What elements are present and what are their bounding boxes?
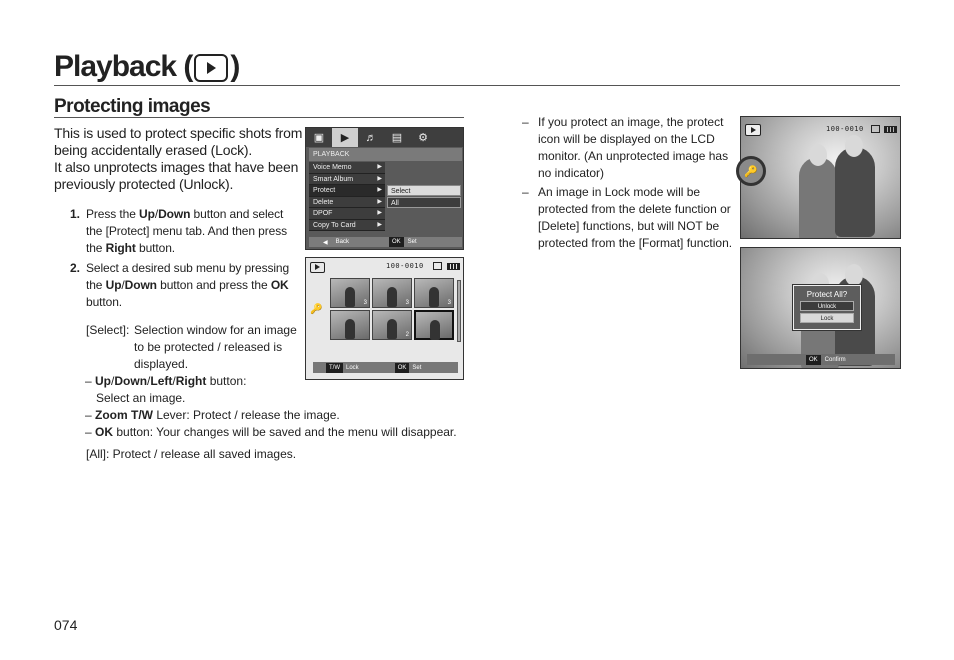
page-title-text: Playback ( (54, 50, 193, 83)
step-text-part: button. (135, 241, 176, 255)
note-text: An image in Lock mode will be protected from the delete function or [Delete] functions, but will NOT be protected from the [Format] function. (538, 185, 733, 250)
ok-key[interactable]: OK (806, 355, 821, 365)
person-silhouette (345, 287, 355, 307)
thumbnail[interactable] (372, 310, 412, 340)
menu-item-delete[interactable] (309, 197, 385, 209)
updown-line (85, 373, 246, 390)
menu-tab-bar (306, 128, 463, 147)
menu-item-label: Delete (313, 198, 334, 206)
ok-key[interactable]: OK (389, 237, 404, 247)
thumbnail-grid (330, 278, 456, 342)
section-divider (54, 117, 464, 118)
battery-icon (447, 263, 460, 270)
person-silhouette (387, 319, 397, 339)
thumb-count: 3 (447, 300, 451, 306)
set-label: Set (407, 239, 417, 245)
menu-item-copy-to-card[interactable] (309, 220, 385, 232)
file-number: 100-0010 (386, 262, 424, 270)
updown-tail: button: (206, 374, 247, 388)
select-label: [Select]: (86, 323, 130, 337)
thumbnail-screen (305, 257, 464, 380)
person-silhouette (429, 287, 439, 307)
step-key: Down (158, 207, 191, 221)
step-number: 2. (70, 261, 80, 275)
face (845, 135, 863, 157)
person-silhouette (387, 287, 397, 307)
ok-line (85, 424, 457, 441)
key-right: Right (175, 374, 207, 388)
menu-header: PLAYBACK (309, 148, 462, 161)
menu-item-label: Protect (313, 187, 336, 194)
sound-icon[interactable]: ♬ (365, 131, 377, 144)
step-text-part: Select a desired sub menu by pressing the (86, 261, 290, 292)
intro-text (54, 125, 304, 193)
all-line: [All]: Protect / release all saved images. (86, 447, 297, 461)
chevron-left-icon[interactable]: ◀ (323, 239, 328, 246)
dash: – (85, 374, 96, 388)
key-zoom: Zoom T/W (95, 408, 153, 422)
dialog-footer (747, 354, 895, 365)
tw-key[interactable]: T/W (326, 363, 343, 373)
note-item (520, 184, 735, 252)
step-2 (70, 260, 300, 311)
step-text-part: button. (86, 295, 122, 309)
chevron-right-icon: ▶ (377, 187, 382, 193)
key-ok: OK (95, 425, 114, 439)
playback-icon[interactable]: ▶ (332, 128, 358, 147)
note-text: If you protect an image, the protect icon will be displayed on the LCD monitor. (An unprotected image has no indicator) (538, 115, 729, 180)
thumb-count: 2 (405, 332, 409, 338)
select-image-line: Select an image. (96, 391, 186, 405)
menu-item-dpof[interactable] (309, 208, 385, 220)
menu-item-label: Copy To Card (313, 221, 356, 229)
intro-line-2: It also unprotects images that have been previously protected (Unlock). (54, 159, 299, 192)
intro-line-1: This is used to protect specific shots from being accidentally erased (Lock). (54, 125, 303, 158)
chevron-right-icon: ▶ (377, 221, 382, 228)
protect-all-dialog (793, 285, 861, 330)
camera-icon[interactable]: ▣ (313, 132, 325, 144)
thumbnail[interactable] (330, 278, 370, 308)
confirm-label: Confirm (824, 356, 846, 363)
menu-item-smart-album[interactable] (309, 174, 385, 186)
step-text-part: Press the (86, 207, 140, 221)
card-icon (433, 262, 442, 270)
note-dash: – (522, 185, 529, 199)
slash: / (147, 374, 151, 388)
key-down: Down (114, 374, 148, 388)
dash: – (85, 408, 96, 422)
lock-label: Lock (346, 364, 359, 371)
step-key: Down (124, 278, 157, 292)
playback-icon (194, 54, 228, 82)
scrollbar[interactable] (457, 280, 461, 342)
submenu-list (387, 185, 461, 209)
slash: / (111, 374, 115, 388)
person-silhouette (345, 319, 355, 339)
menu-item-voice-memo[interactable] (309, 162, 385, 174)
card-icon[interactable]: ▤ (391, 132, 403, 144)
person-woman (799, 157, 837, 239)
menu-footer (309, 237, 462, 247)
page-number: 074 (54, 617, 78, 633)
photo-screen-dialog (740, 247, 901, 369)
battery-icon (884, 126, 897, 133)
chevron-right-icon: ▶ (377, 210, 382, 216)
submenu-item-select[interactable]: Select (387, 185, 461, 196)
ok-key[interactable]: OK (395, 363, 410, 373)
step-key: Right (105, 241, 136, 255)
menu-screen (305, 127, 464, 250)
zoom-tail: Lever: Protect / release the image. (153, 408, 340, 422)
step-1 (70, 206, 295, 257)
step-text-part: button and press the (156, 278, 271, 292)
card-icon (871, 125, 880, 133)
section-title: Protecting images (54, 96, 211, 117)
page-title-suffix: ) (230, 50, 240, 83)
notes (520, 114, 735, 252)
step-key: Up (105, 278, 122, 292)
dialog-title: Protect All? (806, 290, 848, 299)
menu-item-label: Smart Album (313, 175, 354, 183)
thumbnail[interactable] (372, 278, 412, 308)
thumbnail[interactable] (414, 278, 454, 308)
note-item (520, 114, 735, 182)
key-icon: 🔑 (310, 304, 323, 315)
step-text (86, 206, 295, 257)
chevron-right-icon: ▶ (377, 198, 382, 205)
thumbnail-selected[interactable] (414, 310, 454, 340)
option-lock[interactable]: Lock (800, 313, 854, 323)
step-key: OK (270, 278, 289, 292)
key-icon: 🔑 (744, 166, 758, 178)
playback-icon (745, 124, 761, 136)
chevron-right-icon: ▶ (377, 164, 382, 170)
submenu-item-all[interactable]: All (387, 197, 461, 208)
key-up: Up (95, 374, 112, 388)
thumbnail[interactable] (330, 310, 370, 340)
gear-icon[interactable]: ⚙ (418, 132, 428, 144)
playback-icon (310, 262, 325, 273)
key-left: Left (150, 374, 173, 388)
step-key: Up (139, 207, 155, 221)
slash: / (172, 374, 176, 388)
option-unlock[interactable]: Unlock (800, 301, 854, 311)
menu-item-label: Voice Memo (313, 164, 352, 171)
menu-item-protect[interactable] (309, 185, 385, 197)
person-man (835, 147, 875, 237)
step-text-part: / (121, 278, 125, 292)
thumb-count: 3 (363, 300, 367, 306)
protect-indicator-icon (736, 156, 766, 186)
title-divider (54, 85, 900, 86)
note-dash: – (522, 115, 529, 129)
ok-tail: button: Your changes will be saved and the menu will disappear. (113, 425, 457, 439)
step-text (86, 260, 300, 311)
face (809, 144, 827, 166)
face (845, 264, 863, 286)
person-silhouette (430, 320, 440, 340)
chevron-right-icon: ▶ (377, 175, 382, 182)
menu-item-label: DPOF (313, 210, 333, 217)
dash: – (85, 425, 96, 439)
back-label: Back (335, 239, 349, 245)
step-text-part: button and select the [Protect] menu tab. And then press the (86, 207, 287, 255)
set-label: Set (412, 364, 422, 371)
step-number: 1. (70, 207, 80, 221)
menu-list (309, 162, 385, 231)
file-number: 100-0010 (826, 125, 864, 133)
page-title (54, 50, 239, 84)
select-description: Selection window for an image to be protected / released is displayed. (134, 323, 297, 371)
zoom-line (85, 407, 340, 424)
thumb-count: 3 (405, 300, 409, 306)
thumbnail-footer (313, 362, 458, 373)
step-text-part: / (154, 207, 159, 221)
